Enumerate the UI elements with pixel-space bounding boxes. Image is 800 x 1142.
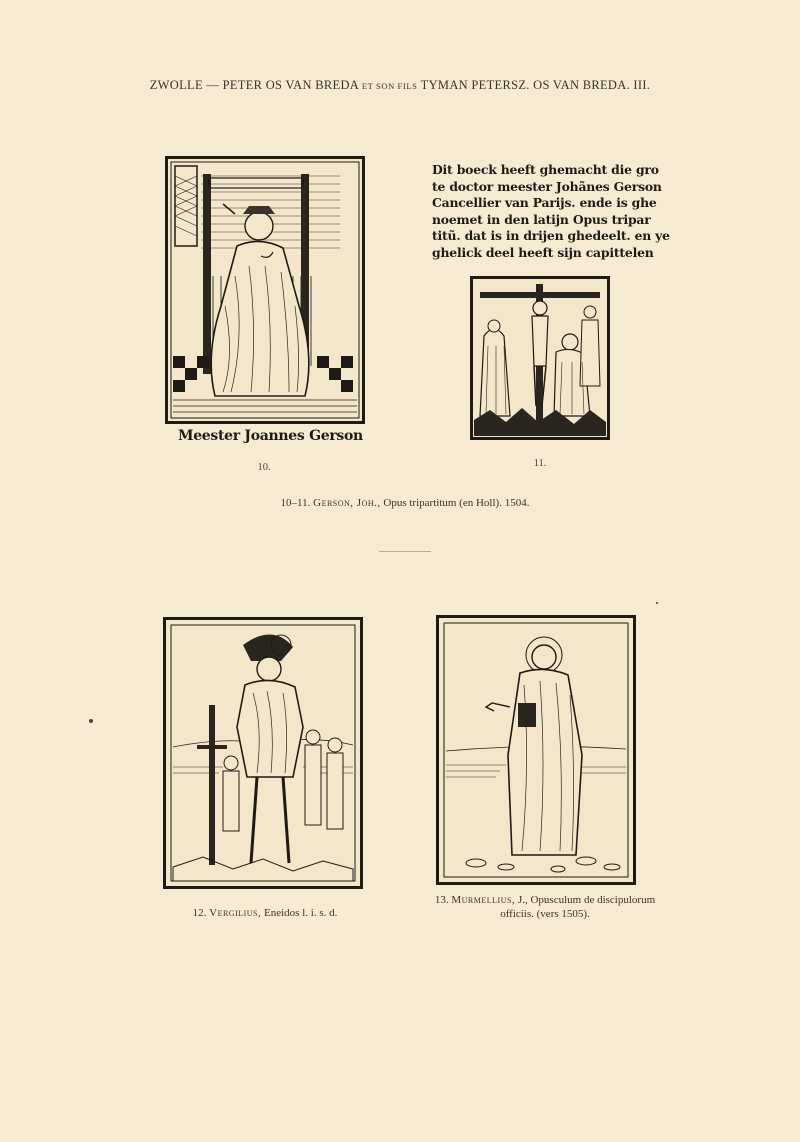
caption-number: 12.	[192, 907, 207, 919]
caption-title: Eneidos l. i. s. d.	[261, 907, 338, 919]
blackletter-title-block	[432, 162, 670, 262]
caption-13	[430, 893, 660, 921]
caption-author: Gerson, Joh.,	[313, 497, 381, 509]
woodcut-13-murmellius	[436, 615, 636, 885]
blackletter-line: noemet in den latijn Opus tripar	[432, 211, 651, 227]
caption-author: Vergilius,	[209, 907, 262, 919]
section-divider	[379, 551, 431, 552]
caption-title: Opus tripartitum (en Holl). 1504.	[380, 497, 530, 509]
header-part2: TYMAN PETERSZ. OS VAN BREDA. III.	[420, 78, 651, 92]
running-header	[0, 78, 800, 93]
caption-number: 10–11.	[280, 497, 311, 509]
blackletter-line: ghelick deel heeft sijn capittelen	[432, 244, 654, 260]
caption-10-11	[240, 497, 570, 509]
caption-author: Murmellius,	[451, 894, 516, 906]
plate-number-10: 10.	[257, 462, 271, 473]
woodcut-10-gerson-enthroned	[165, 156, 365, 424]
blackletter-line: titũ. dat is in drijen ghedeelt. en ye	[432, 228, 670, 244]
caption-title: J., Opusculum de discipulorum	[515, 894, 656, 906]
woodcut-12-vergilius	[163, 617, 363, 889]
blackletter-line: Cancellier van Parijs. ende is ghe	[432, 195, 657, 211]
paper-speck	[89, 719, 93, 723]
caption-number: 13.	[434, 894, 449, 906]
plate-number-11: 11.	[533, 458, 547, 469]
woodcut-label-gerson: Meester Joannes Gerson	[178, 428, 363, 444]
header-small-caps: ET SON FILS	[361, 81, 418, 91]
blackletter-line: te doctor meester Johãnes Gerson	[432, 178, 662, 194]
woodcut-11-crucifixion	[470, 276, 610, 440]
blackletter-line: Dit boeck heeft ghemacht die gro	[432, 162, 659, 177]
caption-12	[160, 907, 370, 919]
header-part1: ZWOLLE — PETER OS VAN BREDA	[149, 78, 359, 92]
paper-speck	[656, 602, 658, 604]
caption-title-line2: officiis. (vers 1505).	[500, 908, 590, 920]
